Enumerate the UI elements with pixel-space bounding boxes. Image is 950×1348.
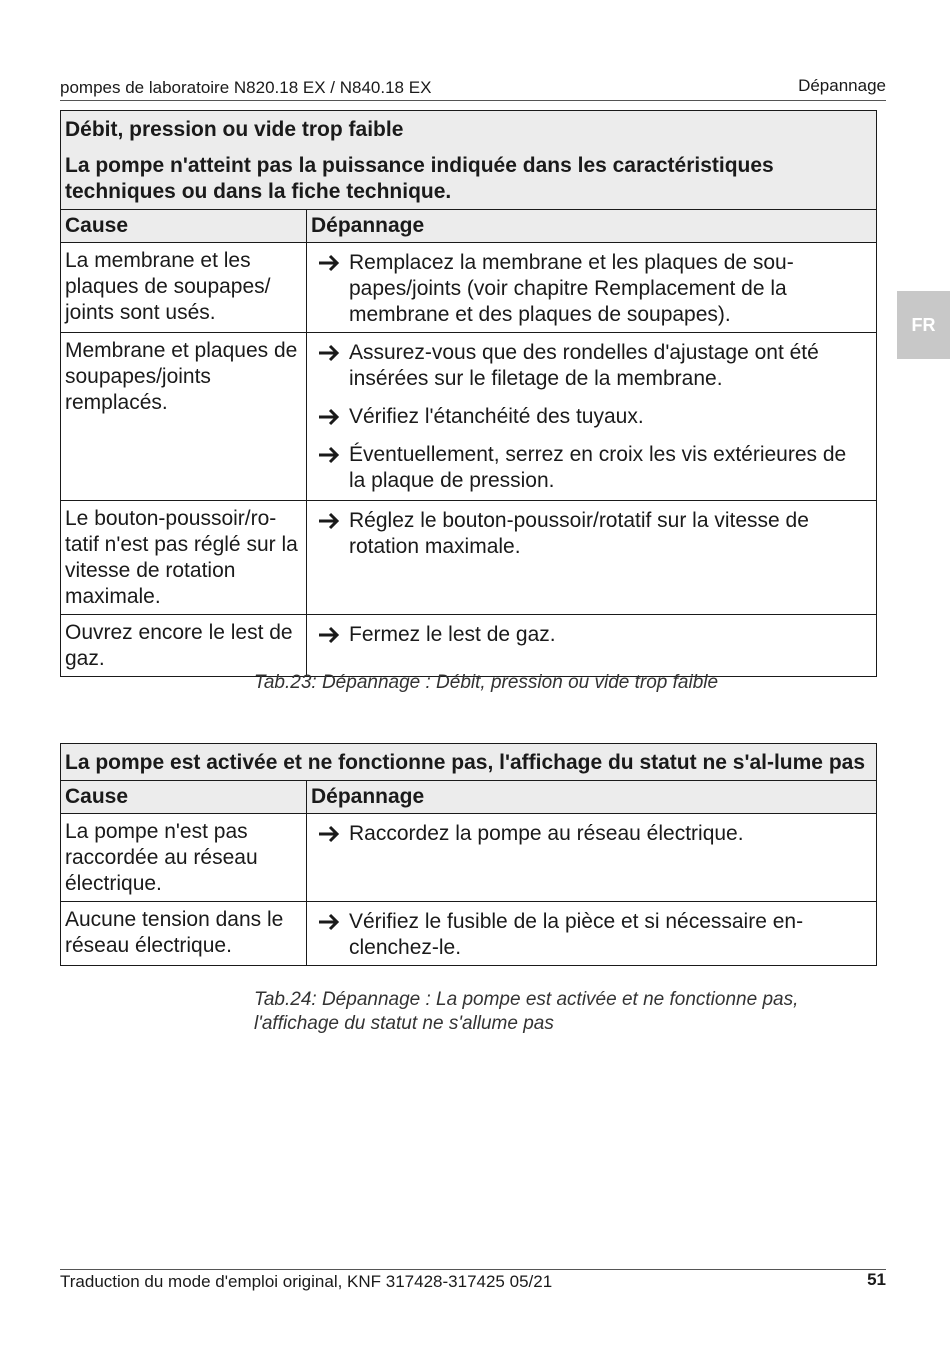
table-1-caption: Tab.23: Dépannage : Débit, pression ou vide trop faible bbox=[254, 672, 719, 693]
cause-cell: La membrane et les plaques de soupapes/ joints sont usés. bbox=[61, 243, 307, 333]
remedy-text: Remplacez la membrane et les plaques de sou-papes/joints (voir chapitre Remplacement de la membrane et des plaques de soupapes). bbox=[349, 251, 794, 326]
arrow-right-icon bbox=[317, 508, 349, 560]
remedy-cell bbox=[307, 243, 877, 333]
remedy-item bbox=[317, 250, 868, 328]
remedy-text: Réglez le bouton-poussoir/rotatif sur la vitesse de rotation maximale. bbox=[349, 509, 809, 558]
table-2-title-cell bbox=[61, 744, 877, 781]
footer-rule bbox=[60, 1269, 886, 1270]
remedy-item bbox=[317, 340, 868, 392]
remedy-text: Vérifiez le fusible de la pièce et si nécessaire en-clenchez-le. bbox=[349, 910, 804, 959]
arrow-right-icon bbox=[317, 340, 349, 392]
remedy-text: Fermez le lest de gaz. bbox=[349, 623, 556, 646]
remedy-item bbox=[317, 508, 868, 560]
remedy-item bbox=[317, 442, 868, 494]
table-1-subtitle: La pompe n'atteint pas la puissance indiquée dans les caractéristiques techniques ou dans la fiche technique. bbox=[65, 154, 774, 203]
table-2-caption-line-1: Tab.24: Dépannage : La pompe est activée et ne fonctionne pas, bbox=[254, 989, 799, 1010]
remedy-text: Vérifiez l'étanchéité des tuyaux. bbox=[349, 405, 644, 428]
arrow-right-icon bbox=[317, 821, 349, 847]
remedy-cell bbox=[307, 814, 877, 902]
table-1-cause-header: Cause bbox=[61, 210, 307, 243]
arrow-right-icon bbox=[317, 909, 349, 961]
arrow-right-icon bbox=[317, 622, 349, 648]
table-row bbox=[61, 814, 877, 902]
cause-cell: Ouvrez encore le lest de gaz. bbox=[61, 615, 307, 677]
table-2-caption-line-2: l'affichage du statut ne s'allume pas bbox=[254, 1013, 554, 1034]
page-number: 51 bbox=[867, 1270, 886, 1289]
cause-cell: Le bouton-poussoir/ro-tatif n'est pas réglé sur la vitesse de rotation maximale. bbox=[61, 501, 307, 615]
cause-cell: La pompe n'est pas raccordée au réseau électrique. bbox=[61, 814, 307, 902]
table-2-caption bbox=[254, 988, 798, 1036]
header-section-title: Dépannage bbox=[798, 76, 886, 95]
remedy-cell bbox=[307, 615, 877, 677]
remedy-text: Éventuellement, serrez en croix les vis extérieures de la plaque de pression. bbox=[349, 443, 847, 492]
remedy-item bbox=[317, 622, 868, 648]
table-2-cause-header: Cause bbox=[61, 781, 307, 814]
arrow-right-icon bbox=[317, 442, 349, 494]
table-row bbox=[61, 902, 877, 966]
arrow-right-icon bbox=[317, 250, 349, 328]
table-1-remedy-header: Dépannage bbox=[307, 210, 877, 243]
remedy-text: Raccordez la pompe au réseau électrique. bbox=[349, 822, 744, 845]
cause-cell: Aucune tension dans le réseau électrique. bbox=[61, 902, 307, 966]
remedy-cell bbox=[307, 902, 877, 966]
remedy-cell bbox=[307, 501, 877, 615]
cause-cell: Membrane et plaques de soupapes/joints remplacés. bbox=[61, 333, 307, 501]
table-row bbox=[61, 615, 877, 677]
remedy-item bbox=[317, 821, 868, 847]
remedy-text: Assurez-vous que des rondelles d'ajustage ont été insérées sur le filetage de la membrane. bbox=[349, 341, 819, 390]
arrow-right-icon bbox=[317, 404, 349, 430]
remedy-cell bbox=[307, 333, 877, 501]
table-1-title: Débit, pression ou vide trop faible bbox=[65, 118, 404, 141]
table-row bbox=[61, 501, 877, 615]
troubleshooting-table-2 bbox=[60, 743, 877, 966]
header-rule bbox=[60, 100, 886, 101]
table-row bbox=[61, 333, 877, 501]
footer-text: Traduction du mode d'emploi original, KNF 317428-317425 05/21 bbox=[60, 1272, 553, 1291]
header-document-title: pompes de laboratoire N820.18 EX / N840.18 EX bbox=[60, 78, 432, 97]
remedy-item bbox=[317, 404, 868, 430]
table-row bbox=[61, 243, 877, 333]
language-tab: FR bbox=[897, 291, 950, 359]
table-2-title: La pompe est activée et ne fonctionne pas, l'affichage du statut ne s'al-lume pas bbox=[65, 751, 866, 774]
troubleshooting-table-1 bbox=[60, 110, 877, 677]
remedy-item bbox=[317, 909, 868, 961]
table-1-title-cell bbox=[61, 111, 877, 210]
table-2-remedy-header: Dépannage bbox=[307, 781, 877, 814]
